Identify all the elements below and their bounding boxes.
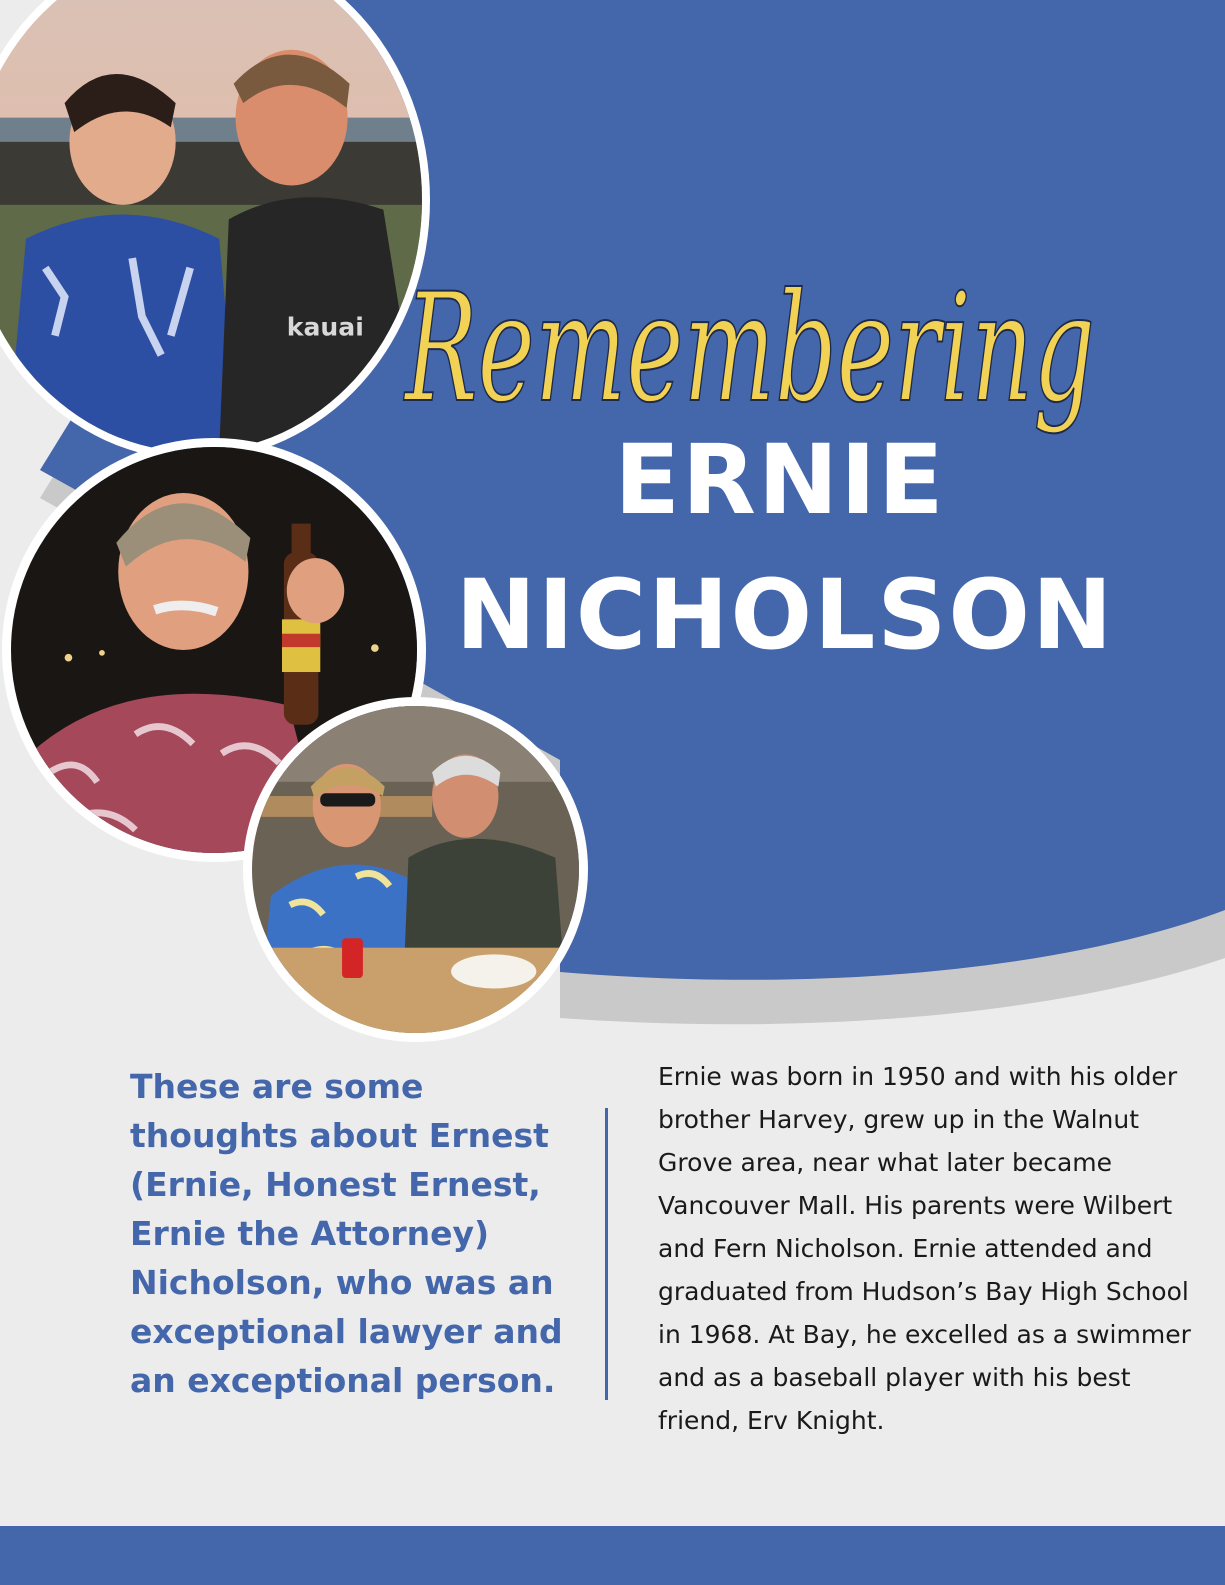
shirt-text: kauai	[286, 312, 364, 342]
photo-two-men-at-table	[243, 697, 588, 1042]
column-divider	[605, 1108, 608, 1400]
script-title-text: Remembering	[403, 262, 1096, 436]
script-title	[395, 220, 1115, 450]
name-first: ERNIE	[614, 424, 946, 536]
name-last: NICHOLSON	[455, 559, 1115, 671]
intro-text: These are some thoughts about Ernest (Ernie, Honest Ernest, Ernie the Attorney) Nicholson, who was an exceptional lawyer and an exceptional person.	[130, 1067, 563, 1400]
footer-bar	[0, 1526, 1225, 1585]
bio-text: Ernie was born in 1950 and with his older brother Harvey, grew up in the Walnut Grove area, near what later became Vancouver Mall. His parents were Wilbert and Fern Nicholson. Ernie attended and graduated from Hudson’s Bay High School in 1968. At Bay, he excelled as a swimmer and as a baseball player with his best friend, Erv Knight.	[658, 1062, 1191, 1435]
